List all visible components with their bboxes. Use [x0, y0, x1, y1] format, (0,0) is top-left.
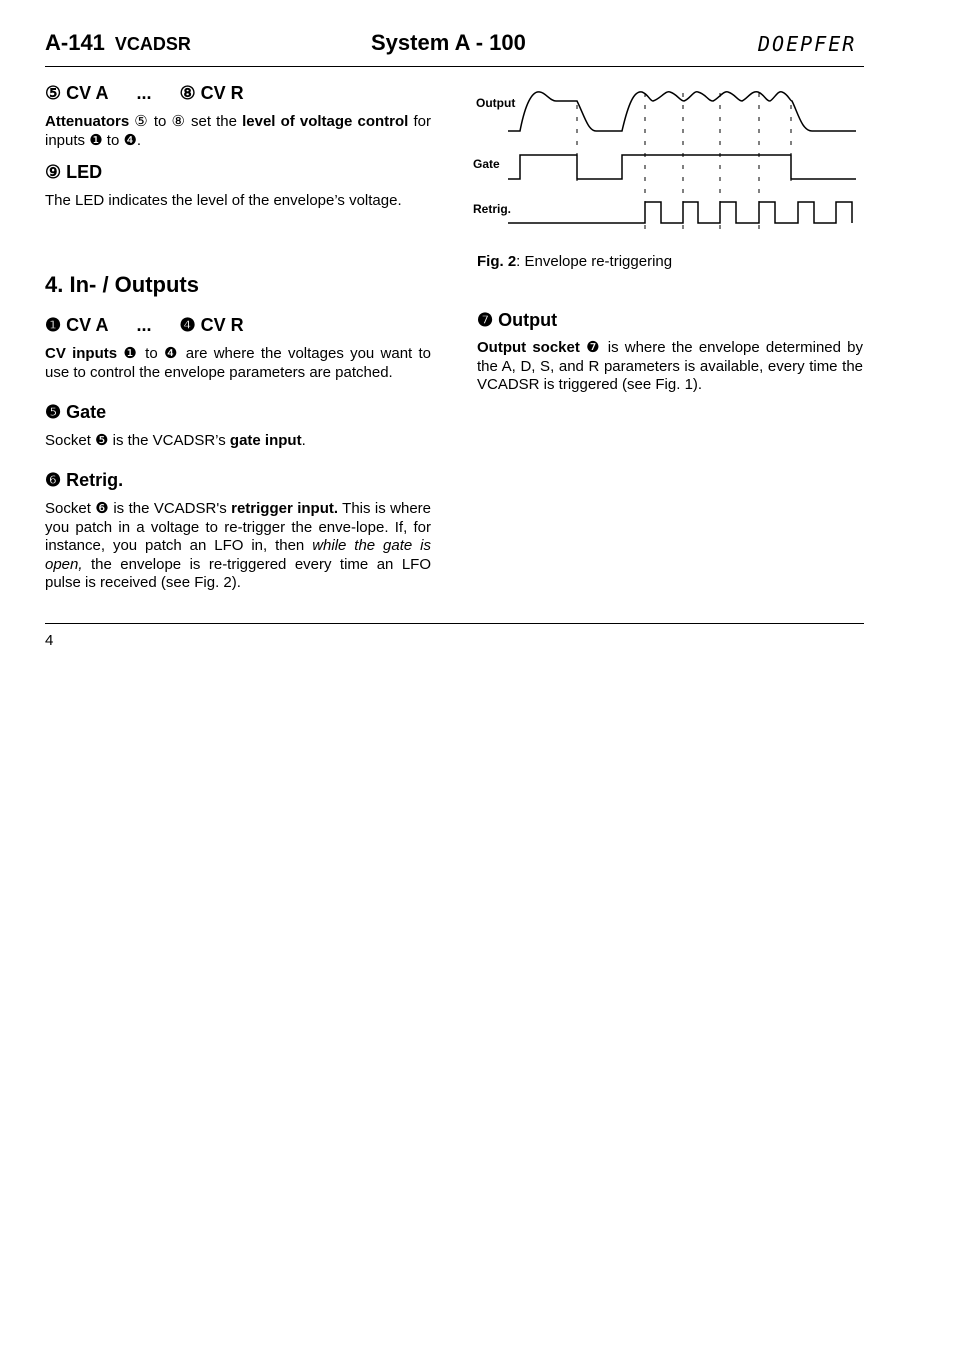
heading-part-dots: ...	[136, 315, 152, 335]
attenuators-paragraph	[45, 113, 431, 150]
text-run: ❶ to ❹ are where the voltages you want to use to control the envelope parameters are patched.	[45, 345, 432, 381]
figure-label-output: Output	[476, 96, 516, 110]
led-paragraph: The LED indicates the level of the envelope’s voltage.	[45, 192, 402, 209]
text-run: This is where you patch in a voltage to re-trigger the enve-lope. If, for instance, you patch an LFO in, then	[45, 500, 431, 554]
figure-caption	[477, 253, 672, 270]
text-run: the envelope is re-triggered every time an LFO pulse is received (see Fig. 2).	[45, 555, 431, 591]
text-run: Socket ❺ is the VCADSR’s	[45, 432, 230, 449]
bold-term: Attenuators	[45, 113, 130, 130]
bold-term: CV inputs	[45, 345, 118, 362]
output-waveform	[508, 92, 856, 131]
system-title: System A - 100	[371, 30, 526, 55]
text-run: .	[301, 432, 306, 449]
figure-label-gate: Gate	[473, 157, 500, 171]
bold-term: retrigger input.	[231, 500, 339, 517]
heading-part-cva: ❶ CV A	[45, 315, 109, 335]
heading-led: ⑨ LED	[45, 162, 103, 182]
heading-part-cvr: ❹ CV R	[179, 315, 244, 335]
retrig-waveform	[508, 202, 852, 223]
gate-waveform	[508, 155, 856, 179]
footer-rule	[45, 623, 864, 624]
heading-output: ❼ Output	[477, 310, 558, 330]
output-paragraph	[477, 339, 863, 395]
module-title	[45, 30, 191, 56]
heading-part-dots: ...	[136, 83, 152, 103]
header-rule	[45, 66, 864, 67]
bold-term: gate input	[229, 432, 302, 449]
retrig-paragraph	[45, 500, 431, 593]
brand-logo: DOEPFER	[758, 32, 857, 56]
caption-text: : Envelope re-triggering	[516, 253, 673, 270]
text-run: ⑤ to ⑧ set the	[129, 113, 243, 130]
figure-label-retrig: Retrig.	[473, 202, 512, 216]
heading-gate: ❺ Gate	[45, 402, 107, 422]
heading-part-cva: ⑤ CV A	[45, 83, 109, 103]
module-number: A-141	[45, 30, 105, 55]
bold-term: level of voltage control	[242, 113, 409, 130]
bold-term: Output socket	[477, 339, 580, 356]
page-number: 4	[45, 632, 54, 649]
text-run: Socket ❻ is the VCADSR's	[45, 500, 232, 517]
heading-attenuators	[45, 83, 431, 104]
envelope-retrigger-figure	[470, 85, 870, 235]
italic-term: while the gate is open,	[45, 537, 431, 573]
gate-paragraph	[45, 432, 431, 451]
heading-retrig: ❻ Retrig.	[45, 470, 124, 490]
caption-label: Fig. 2	[477, 253, 517, 270]
module-name: VCADSR	[114, 34, 191, 54]
text-run: for inputs ❶ to ❹.	[45, 113, 431, 149]
cv-inputs-paragraph	[45, 345, 431, 382]
section-heading-io: 4. In- / Outputs	[45, 272, 199, 297]
heading-part-cvr: ⑧ CV R	[179, 83, 244, 103]
heading-cv-inputs	[45, 315, 431, 336]
text-run: ❼ is where the envelope determined by the A, D, S, and R parameters is available, every time the VCADSR is triggered (see Fig. 1).	[477, 339, 864, 393]
